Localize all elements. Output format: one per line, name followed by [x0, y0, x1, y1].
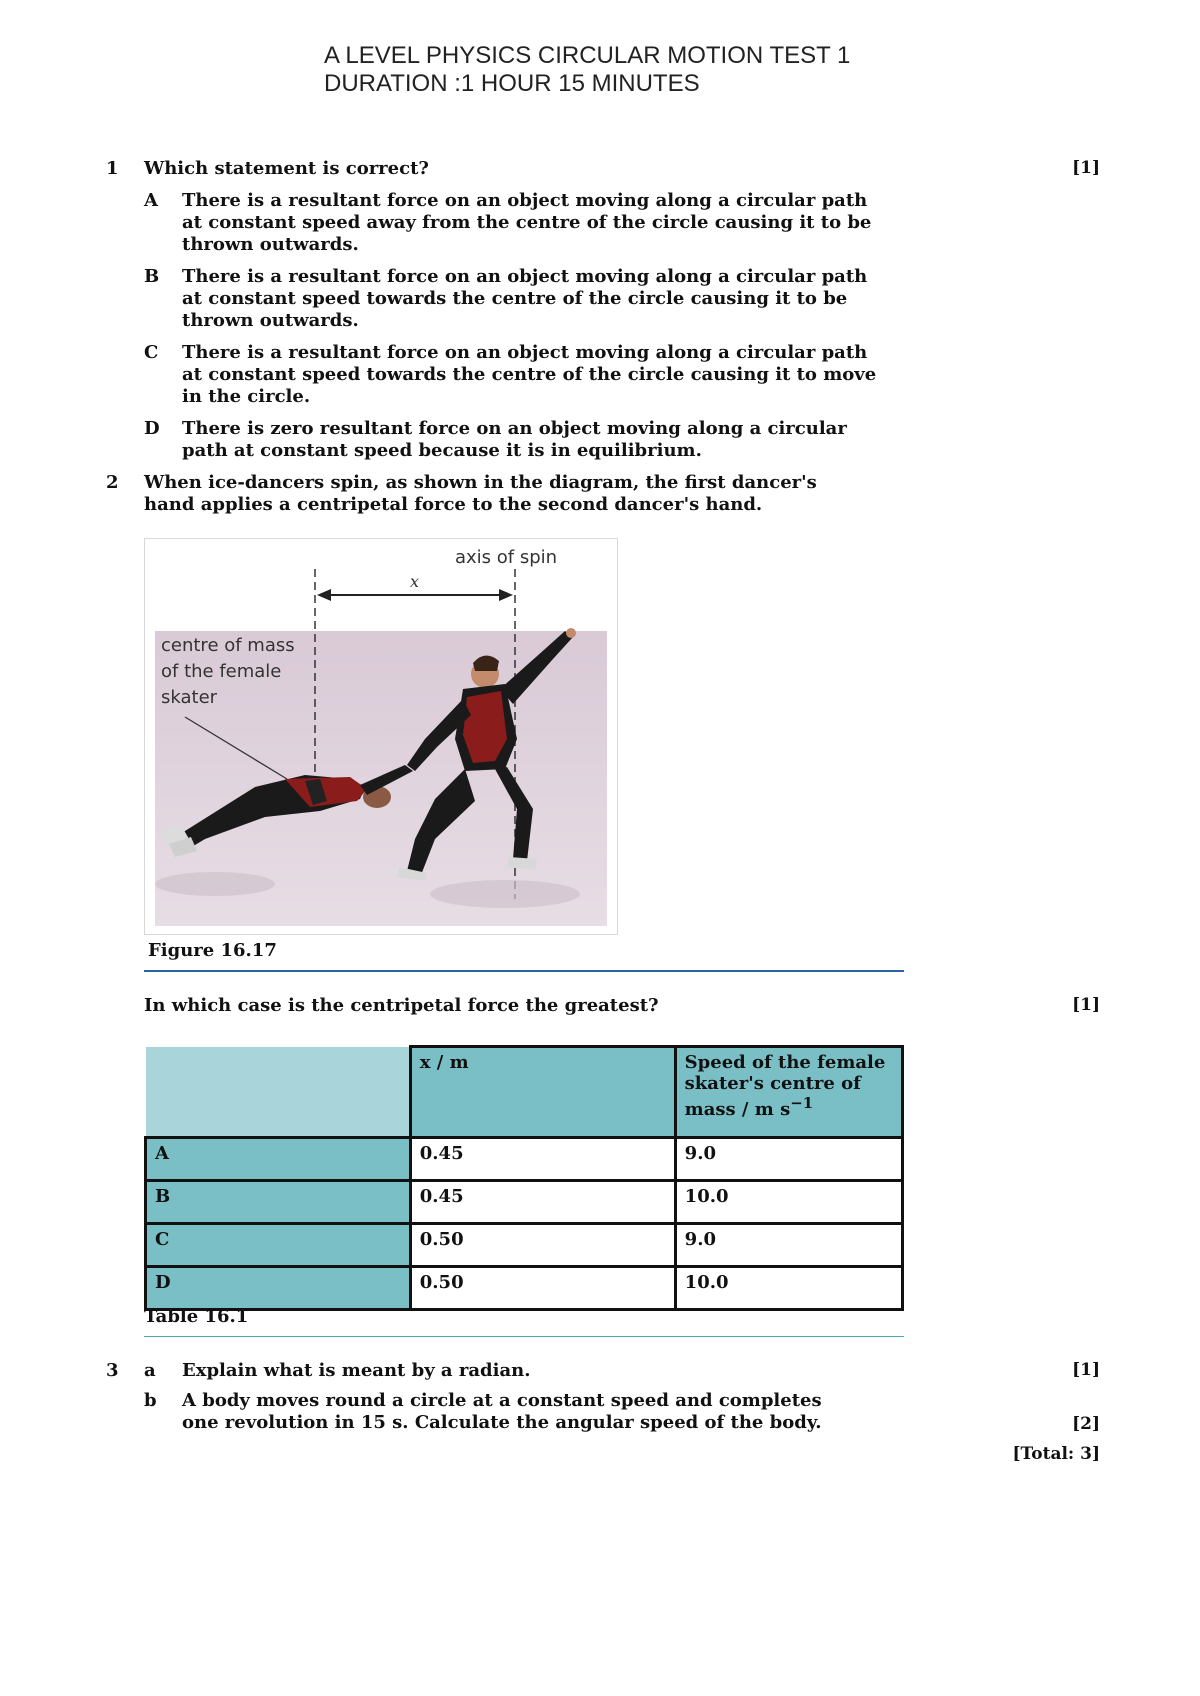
q1-option-d-letter: D [144, 418, 160, 439]
q3-part-a-text: Explain what is meant by a radian. [182, 1360, 531, 1381]
q1-option-c-letter: C [144, 342, 159, 363]
table-header-x: x / m [410, 1047, 675, 1138]
row-label: A [146, 1138, 411, 1181]
q2-question: In which case is the centripetal force the greatest? [144, 995, 659, 1016]
q1-option-c-text: There is a resultant force on an object moving along a circular path at constant speed towards the centre of the circle causing it to move in the circle. [182, 342, 877, 407]
x-arrow-right-head [499, 589, 513, 601]
q1-option-d-text: There is zero resultant force on an object moving along a circular path at constant speed because it is in equilibrium. [182, 418, 847, 461]
q3-part-b-letter: b [144, 1390, 157, 1411]
q1-option-b-letter: B [144, 266, 160, 287]
row-label: B [146, 1181, 411, 1224]
table-row [146, 1267, 903, 1310]
ice-dancers-illustration [145, 539, 617, 934]
row-speed: 10.0 [675, 1181, 902, 1224]
q1-marks: [1] [1072, 158, 1100, 178]
table-header-blank [146, 1047, 411, 1138]
row-label: D [146, 1267, 411, 1310]
row-speed: 10.0 [675, 1267, 902, 1310]
test-duration: DURATION :1 HOUR 15 MINUTES [324, 70, 700, 97]
x-label: x [410, 572, 420, 591]
figure-caption-rule [144, 970, 904, 972]
q3-part-b-marks: [2] [1072, 1414, 1100, 1434]
q1-stem: Which statement is correct? [144, 158, 429, 179]
row-speed: 9.0 [675, 1224, 902, 1267]
q3-number: 3 [106, 1360, 119, 1381]
q3-part-b-text: A body moves round a circle at a constant speed and completes one revolution in 15 s. Calculate the angular speed of the body. [182, 1390, 822, 1433]
q1-option-a-text: There is a resultant force on an object moving along a circular path at constant speed away from the centre of the circle causing it to be thrown outwards. [182, 190, 872, 255]
row-x: 0.50 [410, 1224, 675, 1267]
row-x: 0.45 [410, 1181, 675, 1224]
row-label: C [146, 1224, 411, 1267]
q1-number: 1 [106, 158, 119, 179]
q2-number: 2 [106, 472, 119, 493]
row-speed: 9.0 [675, 1138, 902, 1181]
table-row [146, 1224, 903, 1267]
q2-marks: [1] [1072, 995, 1100, 1015]
q3-part-a-letter: a [144, 1360, 156, 1381]
data-table [144, 1045, 904, 1311]
com-label-line3: skater [161, 687, 218, 708]
x-arrow-left-head [317, 589, 331, 601]
q1-option-a-letter: A [144, 190, 158, 211]
q3-total-marks: [Total: 3] [1012, 1444, 1100, 1464]
figure-caption: Figure 16.17 [148, 940, 277, 961]
com-label-line2: of the female [161, 661, 282, 682]
com-label-line1: centre of mass [161, 635, 295, 656]
table-header-speed: Speed of the female skater's centre of mass / m $s^{-1}$ [675, 1047, 902, 1138]
row-x: 0.45 [410, 1138, 675, 1181]
test-title: A LEVEL PHYSICS CIRCULAR MOTION TEST 1 [324, 42, 851, 69]
table-row [146, 1138, 903, 1181]
table-caption-rule [144, 1336, 904, 1337]
ice-dancers-figure [144, 538, 618, 935]
q3-part-a-marks: [1] [1072, 1360, 1100, 1380]
table-caption: Table 16.1 [144, 1306, 249, 1327]
axis-of-spin-label: axis of spin [455, 547, 558, 568]
table-row [146, 1181, 903, 1224]
q2-stem: When ice-dancers spin, as shown in the diagram, the first dancer's hand applies a centripetal force to the second dancer's hand. [144, 472, 817, 515]
q1-option-b-text: There is a resultant force on an object moving along a circular path at constant speed towards the centre of the circle causing it to be thrown outwards. [182, 266, 868, 331]
row-x: 0.50 [410, 1267, 675, 1310]
table-header-row [146, 1047, 903, 1138]
